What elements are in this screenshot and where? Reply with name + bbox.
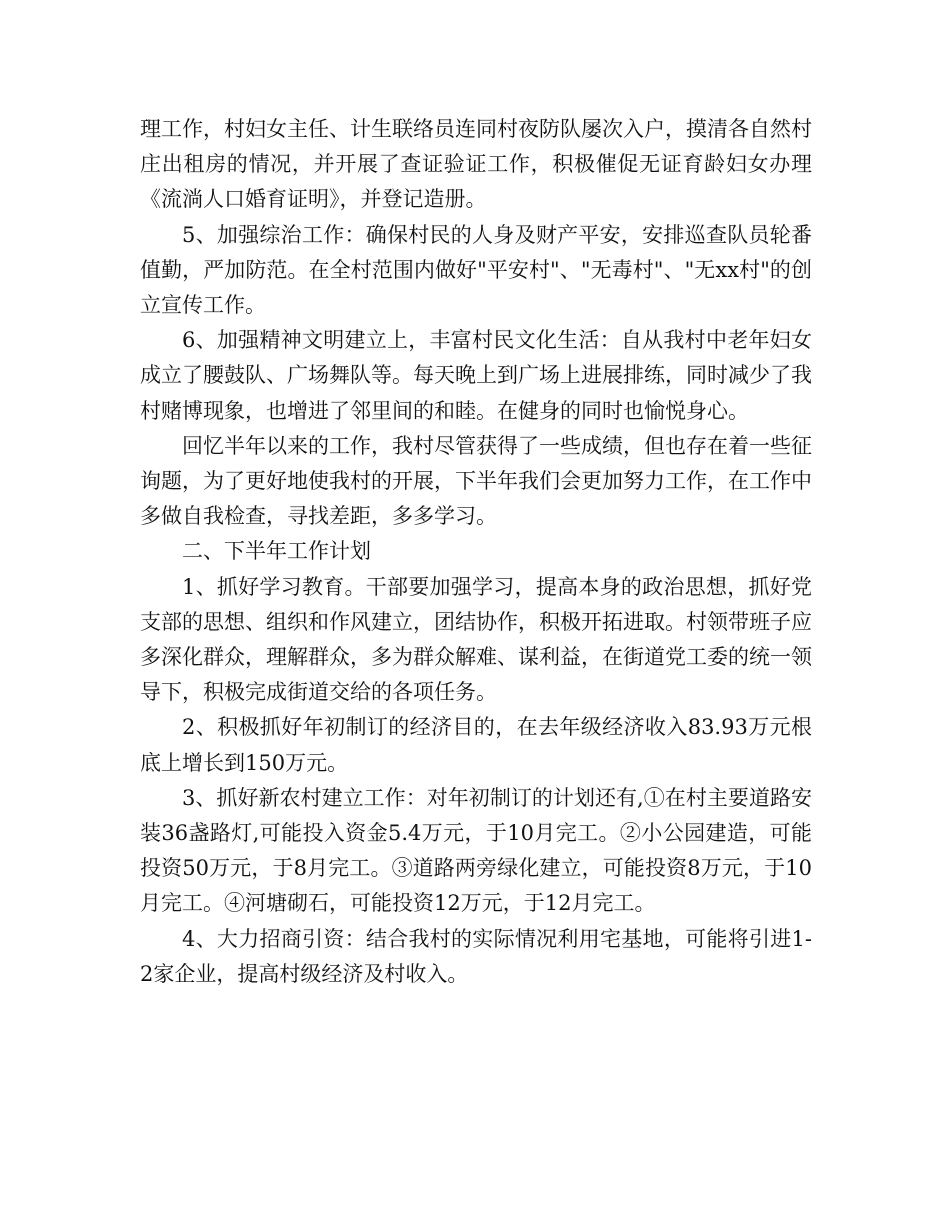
paragraph-review: 回忆半年以来的工作，我村尽管获得了一些成绩，但也存在着一些征询题，为了更好地使我村的开展，下半年我们会更加努力工作，在工作中多做自我检查，寻找差距，多多学习。 [140,433,812,529]
paragraph-plan-2: 2、积极抓好年初制订的经济目的，在去年级经济收入83.93万元根底上增长到150万元。 [140,715,812,775]
paragraph-plan-1: 1、抓好学习教育。干部要加强学习，提高本身的政治思想，抓好党支部的思想、组织和作风建立，团结协作，积极开拓进取。村领带班子应多深化群众，理解群众，多为群众解难、谋利益，在街道党工委的统一领导下，积极完成街道交给的各项任务。 [140,574,812,705]
document-body [140,112,812,992]
section-heading-plan: 二、下半年工作计划 [182,539,371,564]
paragraph-continued: 理工作，村妇女主任、计生联络员连同村夜防队屡次入户，摸清各自然村庄出租房的情况，并开展了查证验证工作，积极催促无证育龄妇女办理《流淌人口婚育证明》，并登记造册。 [140,117,812,212]
paragraph-item-5: 5、加强综治工作：确保村民的人身及财产平安，安排巡查队员轮番值勤，严加防范。在全村范围内做好"平安村"、"无毒村"、"无xx村"的创立宣传工作。 [140,222,812,318]
paragraph-plan-4: 4、大力招商引资：结合我村的实际情况利用宅基地，可能将引进1-2家企业，提高村级经济及村收入。 [140,926,812,986]
paragraph-plan-3: 3、抓好新农村建立工作：对年初制订的计划还有,①在村主要道路安装36盏路灯,可能投入资金5.4万元，于10月完工。②小公园建造，可能投资50万元，于8月完工。③道路两旁绿化建立，可能投资8万元，于10月完工。④河塘砌石，可能投资12万元，于12月完工。 [140,785,812,916]
paragraph-item-6: 6、加强精神文明建立上，丰富村民文化生活：自从我村中老年妇女成立了腰鼓队、广场舞队等。每天晚上到广场上进展排练，同时减少了我村赌博现象，也增进了邻里间的和睦。在健身的同时也愉悦身心。 [140,328,812,423]
